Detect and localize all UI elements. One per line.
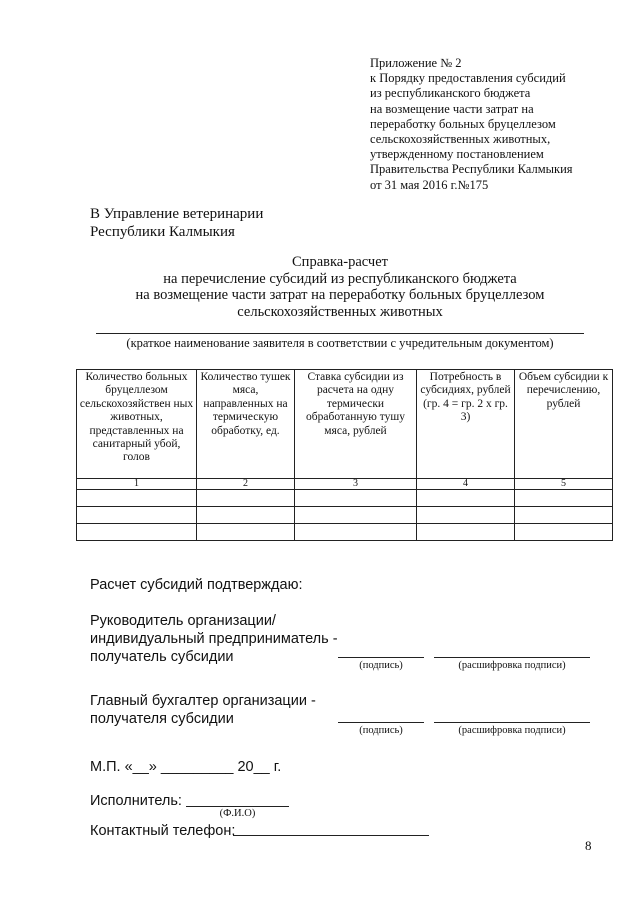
table-cell[interactable] (515, 524, 613, 541)
table-row (77, 524, 613, 541)
phone-label: Контактный телефон: (90, 823, 236, 839)
table-cell[interactable] (515, 490, 613, 507)
accountant-line-1: Главный бухгалтер организации - (90, 693, 316, 709)
accountant-signature-line[interactable] (338, 722, 424, 723)
executor-caption: (Ф.И.О) (219, 808, 256, 819)
head-sign-caption: (подпись) (359, 660, 403, 671)
table-cell[interactable] (417, 524, 515, 541)
title-line-2: на возмещение части затрат на переработку больных бруцеллезом (135, 287, 545, 304)
title-heading: Справка-расчет (292, 254, 388, 270)
table-header-cell: Ставка субсидии из расчета на одну термически обработанную тушу мяса, рублей (295, 370, 417, 479)
table-number-row (77, 479, 613, 490)
head-line-1: Руководитель организации/ (90, 613, 276, 629)
appendix-line: переработку больных бруцеллезом (370, 116, 556, 131)
title-line-3: сельскохозяйственных животных (237, 303, 443, 320)
appendix-line: из республиканского бюджета (370, 86, 531, 101)
table-header-row (77, 370, 613, 479)
addressee-line-1: В Управление ветеринарии (90, 206, 264, 222)
page-number: 8 (585, 838, 592, 853)
table-cell[interactable] (197, 490, 295, 507)
table-header-cell: Объем субсидии к перечислению, рублей (515, 370, 613, 479)
table-cell[interactable] (197, 507, 295, 524)
table-cell[interactable] (417, 507, 515, 524)
column-number: 1 (77, 479, 197, 490)
table-header-cell: Количество тушек мяса, направленных на термическую обработку, ед. (197, 370, 295, 479)
calculation-table (76, 369, 613, 541)
column-number: 2 (197, 479, 295, 490)
accountant-signature-label (90, 692, 316, 728)
head-decode-caption: (расшифровка подписи) (458, 660, 566, 671)
confirm-label: Расчет субсидий подтверждаю: (90, 577, 303, 593)
title-line-1: на перечисление субсидий из республиканского бюджета (163, 270, 517, 287)
table-cell[interactable] (295, 507, 417, 524)
table-cell[interactable] (417, 490, 515, 507)
table-cell[interactable] (77, 507, 197, 524)
head-signature-label (90, 612, 338, 666)
applicant-name-line[interactable] (96, 333, 584, 334)
document-title (60, 254, 620, 320)
table-cell[interactable] (77, 524, 197, 541)
phone-line[interactable] (233, 835, 429, 836)
head-decode-line[interactable] (434, 657, 590, 658)
appendix-line: на возмещение части затрат на (370, 101, 534, 116)
head-signature-line[interactable] (338, 657, 424, 658)
addressee-line-2: Республики Калмыкия (90, 224, 235, 240)
table-cell[interactable] (77, 490, 197, 507)
table-cell[interactable] (295, 490, 417, 507)
appendix-line: утвержденному постановлением (370, 147, 544, 162)
column-number: 4 (417, 479, 515, 490)
table-row (77, 490, 613, 507)
accountant-decode-line[interactable] (434, 722, 590, 723)
table-cell[interactable] (197, 524, 295, 541)
table-header-cell: Потребность в субсидиях, рублей (гр. 4 = гр. 2 x гр. 3) (417, 370, 515, 479)
accountant-line-2: получателя субсидии (90, 711, 234, 727)
head-line-3: получатель субсидии (90, 649, 234, 665)
accountant-decode-caption: (расшифровка подписи) (458, 725, 566, 736)
applicant-caption: (краткое наименование заявителя в соответствии с учредительным документом) (126, 336, 554, 350)
appendix-line: Правительства Республики Калмыкия (370, 162, 573, 177)
appendix-line: Приложение № 2 (370, 56, 462, 70)
addressee (90, 205, 263, 241)
executor-label: Исполнитель: (90, 793, 182, 809)
appendix-line: к Порядку предоставления субсидий (370, 71, 566, 86)
table-cell[interactable] (515, 507, 613, 524)
head-line-2: индивидуальный предприниматель - (90, 631, 338, 647)
stamp-date-line: М.П. «__» _________ 20__ г. (90, 759, 282, 775)
table-cell[interactable] (295, 524, 417, 541)
executor-name-line[interactable] (186, 806, 289, 807)
column-number: 3 (295, 479, 417, 490)
table-row (77, 507, 613, 524)
appendix-line: сельскохозяйственных животных, (370, 132, 551, 147)
accountant-sign-caption: (подпись) (359, 725, 403, 736)
table-header-cell: Количество больных бруцеллезом сельскохозяйствен ных животных, представленных на санитарный убой, голов (77, 370, 197, 479)
appendix-block (370, 56, 573, 193)
column-number: 5 (515, 479, 613, 490)
appendix-line: от 31 мая 2016 г.№175 (370, 177, 489, 192)
